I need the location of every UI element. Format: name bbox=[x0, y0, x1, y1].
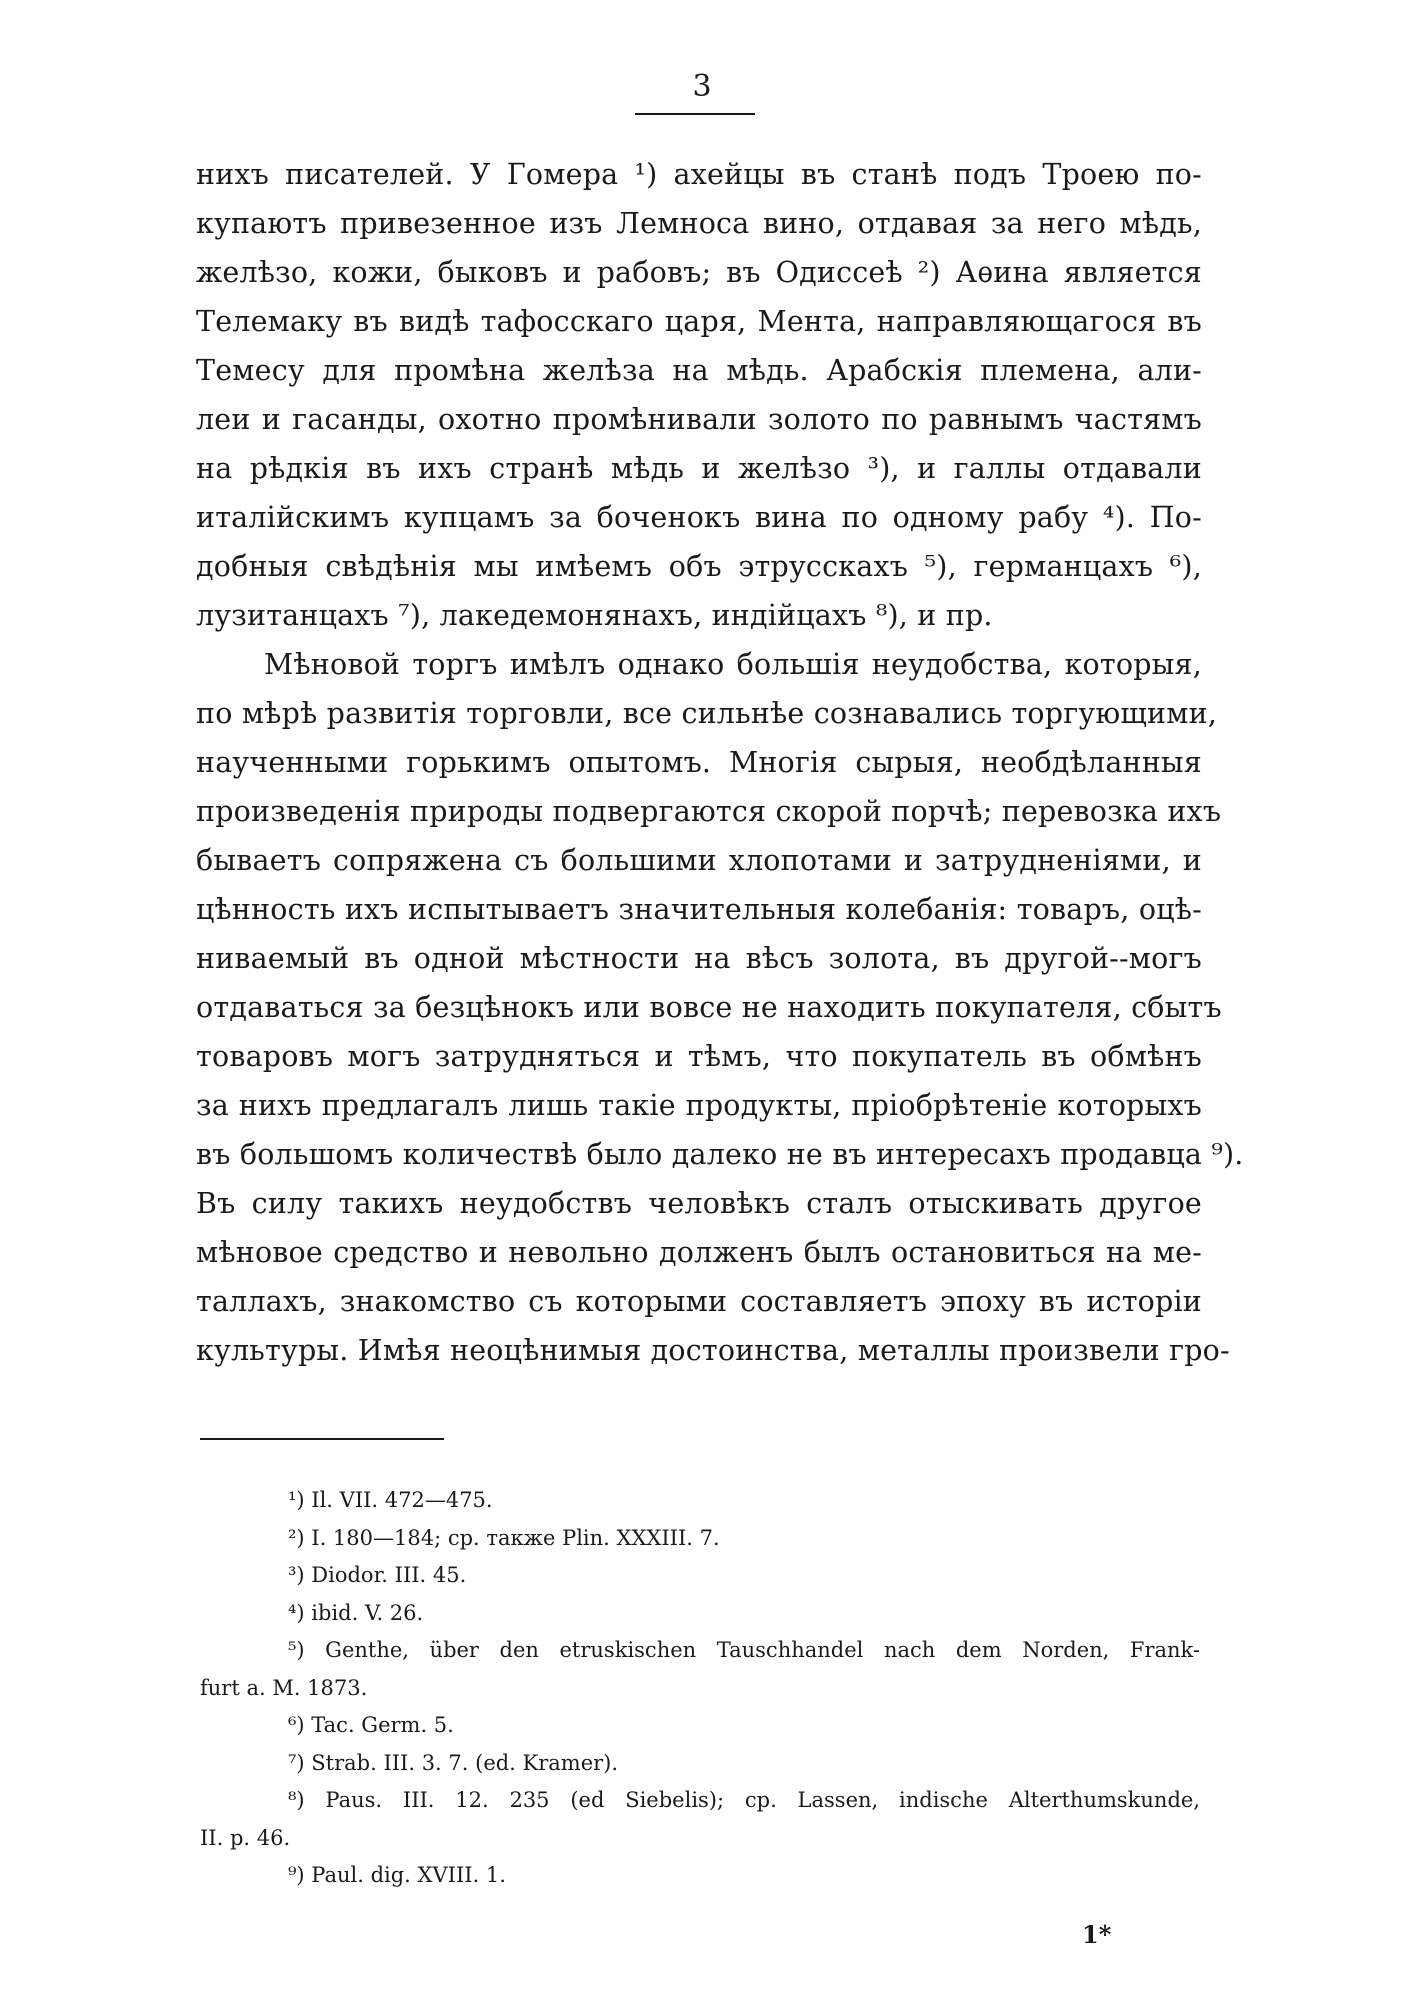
text-line: италійскимъ купцамъ за боченокъ вина по одному рабу ⁴). По- bbox=[196, 501, 1202, 534]
text-line: въ большомъ количествѣ было далеко не въ интересахъ продавца ⁹). bbox=[196, 1138, 1244, 1171]
text-line: ниваемый въ одной мѣстности на вѣсъ золота, въ другой--могъ bbox=[196, 942, 1202, 975]
footnote-separator bbox=[200, 1438, 444, 1440]
text-line: леи и гасанды, охотно промѣнивали золото по равнымъ частямъ bbox=[196, 403, 1202, 436]
footnote: ⁶) Tac. Germ. 5. bbox=[288, 1713, 454, 1737]
footnote: ⁸) Paus. III. 12. 235 (ed Siebelis); ср. Lassen, indische Alterthumskunde, bbox=[288, 1788, 1200, 1812]
text-line: Телемаку въ видѣ тафосскаго царя, Мента, направляющагося въ bbox=[196, 305, 1202, 338]
text-line: наученными горькимъ опытомъ. Многія сырыя, необдѣланныя bbox=[196, 746, 1202, 779]
text-line: произведенія природы подвергаются скорой порчѣ; перевозка ихъ bbox=[196, 795, 1222, 828]
text-line: желѣзо, кожи, быковъ и рабовъ; въ Одиссеѣ ²) Аѳина является bbox=[196, 256, 1202, 289]
text-line: Мѣновой торгъ имѣлъ однако большія неудобства, которыя, bbox=[264, 648, 1202, 681]
footnote: ³) Diodor. III. 45. bbox=[288, 1563, 467, 1587]
footnote: ⁹) Paul. dig. XVIII. 1. bbox=[288, 1863, 506, 1887]
text-line: за нихъ предлагалъ лишь такіе продукты, пріобрѣтеніе которыхъ bbox=[196, 1089, 1202, 1122]
footnote: ²) I. 180—184; ср. также Plin. XXXIII. 7. bbox=[288, 1525, 720, 1550]
text-line: нихъ писателей. У Гомера ¹) ахейцы въ станѣ подъ Троею по- bbox=[196, 158, 1202, 191]
body-text bbox=[196, 150, 1244, 1375]
text-line: отдаваться за безцѣнокъ или вовсе не находить покупателя, сбытъ bbox=[196, 991, 1222, 1024]
footnote-continuation: II. p. 46. bbox=[200, 1825, 291, 1850]
page-number: 3 bbox=[692, 69, 712, 104]
text-line: мѣновое средство и невольно долженъ былъ остановиться на ме- bbox=[196, 1236, 1202, 1269]
text-line: цѣнность ихъ испытываетъ значительныя колебанія: товаръ, оцѣ- bbox=[196, 893, 1202, 926]
text-line: товаровъ могъ затрудняться и тѣмъ, что покупатель въ обмѣнъ bbox=[196, 1040, 1202, 1073]
text-line: таллахъ, знакомство съ которыми составляетъ эпоху въ исторіи bbox=[196, 1285, 1202, 1318]
text-line: купаютъ привезенное изъ Лемноса вино, отдавая за него мѣдь, bbox=[196, 207, 1202, 240]
text-line: добныя свѣдѣнія мы имѣемъ объ этрусскахъ ⁵), германцахъ ⁶), bbox=[196, 550, 1202, 583]
footnotes bbox=[200, 1482, 1200, 1895]
footnote: ⁴) ibid. V. 26. bbox=[288, 1600, 424, 1625]
page-number-rule bbox=[635, 113, 755, 115]
text-line: бываетъ сопряжена съ большими хлопотами и затрудненіями, и bbox=[196, 844, 1202, 877]
text-line: лузитанцахъ ⁷), лакедемонянахъ, индійцахъ ⁸), и пр. bbox=[196, 599, 993, 632]
text-line: по мѣрѣ развитія торговли, все сильнѣе сознавались торгующими, bbox=[196, 697, 1218, 730]
text-line: Въ силу такихъ неудобствъ человѣкъ сталъ отыскивать другое bbox=[196, 1187, 1202, 1220]
text-line: Темесу для промѣна желѣза на мѣдь. Арабскія племена, али- bbox=[196, 354, 1202, 387]
signature-mark: 1* bbox=[1082, 1920, 1112, 1949]
text-line: на рѣдкія въ ихъ странѣ мѣдь и желѣзо ³), и галлы отдавали bbox=[196, 452, 1202, 485]
footnote-continuation: furt a. M. 1873. bbox=[200, 1675, 368, 1700]
footnote: ⁵) Genthe, über den etruskischen Tauschhandel nach dem Norden, Frank- bbox=[288, 1638, 1200, 1662]
footnote: ⁷) Strab. III. 3. 7. (ed. Kramer). bbox=[288, 1750, 619, 1775]
footnote: ¹) Il. VII. 472—475. bbox=[288, 1488, 493, 1512]
text-line: культуры. Имѣя неоцѣнимыя достоинства, металлы произвели гро- bbox=[196, 1334, 1230, 1367]
